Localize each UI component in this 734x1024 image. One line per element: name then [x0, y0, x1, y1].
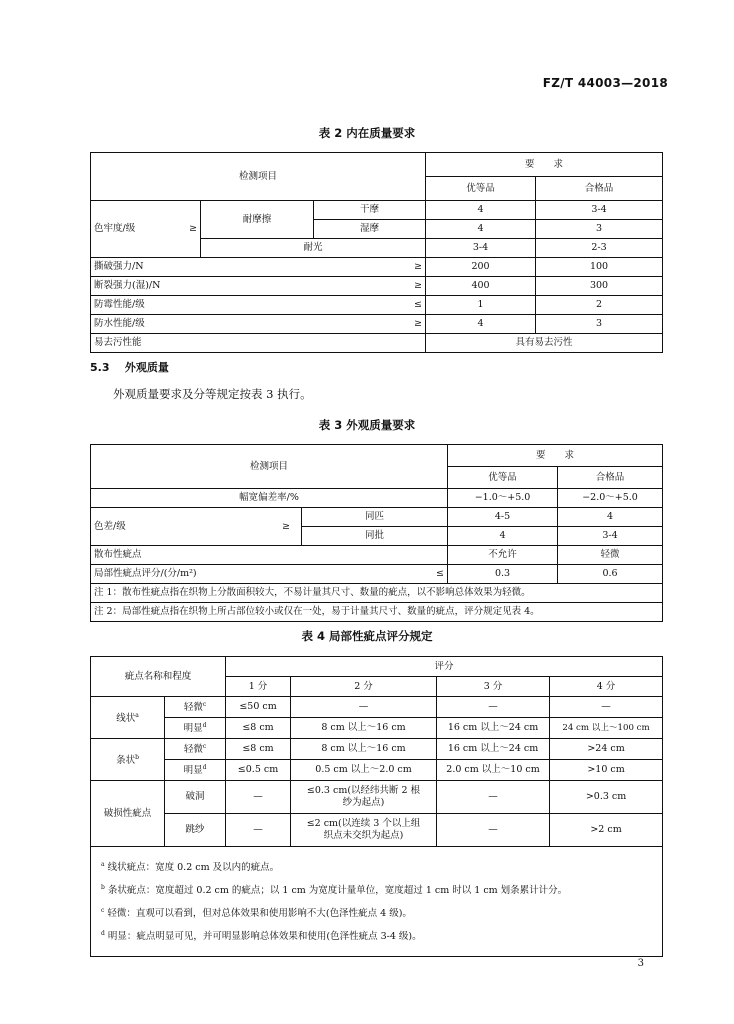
t3-width: 幅宽偏差率/%	[91, 489, 448, 508]
t3-width-excellent: −1.0～+5.0	[448, 489, 558, 508]
t4-skip-3: —	[437, 814, 550, 847]
t3-scattered-qualified: 轻微	[558, 546, 663, 565]
t3-scattered: 散布性疵点	[91, 546, 448, 565]
t4-footnote-b: $^b$ 条状疵点：宽度超过 0.2 cm 的疵点；以 1 cm 为宽度计量单位，宽度超过 1 cm 时以 1 cm 划条累计计分。	[101, 884, 568, 897]
page-number: 3	[637, 958, 644, 969]
t4-line-slight: 轻微$^c$	[165, 697, 226, 718]
t4-col-score: 评分	[226, 657, 663, 677]
t3-scattered-excellent: 不允许	[448, 546, 558, 565]
t2-light-excellent: 3-4	[426, 239, 536, 258]
t3-col-item: 检测项目	[91, 445, 448, 489]
t3-local: 局部性疵点评分/(分/m²) ≤	[91, 565, 448, 584]
t3-width-qualified: −2.0～+5.0	[558, 489, 663, 508]
t4-ls-2: —	[291, 697, 437, 718]
t2-col-qualified: 合格品	[536, 177, 663, 201]
t4-skip-2: ≤2 cm(以连续 3 个以上组织点未交织为起点)	[291, 814, 437, 847]
t4-hole-3: —	[437, 781, 550, 814]
t4-line: 线状$^a$	[91, 697, 165, 739]
t4-lo-4: 24 cm 以上～100 cm	[550, 718, 663, 739]
t4-footnote-a: $^a$ 线状疵点：宽度 0.2 cm 及以内的疵点。	[101, 861, 280, 874]
t2-dry-qualified: 3-4	[536, 201, 663, 220]
t2-light: 耐光	[201, 239, 426, 258]
t2-mildew-excellent: 1	[426, 296, 536, 315]
t2-water-excellent: 4	[426, 315, 536, 334]
t4-skip-4: >2 cm	[550, 814, 663, 847]
t2-col-excellent: 优等品	[426, 177, 536, 201]
t2-water-qualified: 3	[536, 315, 663, 334]
t2-col-req: 要 求	[426, 153, 663, 177]
t4-footnote-d: $^d$ 明显：疵点明显可见，并可明显影响总体效果和使用(色泽性疵点 3-4 级)。	[101, 930, 422, 943]
t2-soil: 易去污性能	[91, 334, 426, 353]
t4-score-4: 4 分	[550, 677, 663, 697]
table3	[90, 444, 663, 622]
table3-caption: 表 3 外观质量要求	[318, 418, 416, 432]
t2-break-excellent: 400	[426, 277, 536, 296]
t4-skip-1: —	[226, 814, 291, 847]
t3-col-excellent: 优等品	[448, 467, 558, 489]
standard-number: FZ/T 44003—2018	[542, 76, 668, 90]
t4-damage: 破损性疵点	[91, 781, 165, 847]
t4-score-2: 2 分	[291, 677, 437, 697]
t3-same-piece-excellent: 4-5	[448, 508, 558, 527]
t4-col-name: 疵点名称和程度	[91, 657, 226, 697]
t2-wet-excellent: 4	[426, 220, 536, 239]
t2-light-qualified: 2-3	[536, 239, 663, 258]
table2-caption: 表 2 内在质量要求	[318, 126, 416, 140]
t4-score-1: 1 分	[226, 677, 291, 697]
table2	[90, 152, 663, 353]
t2-soil-value: 具有易去污性	[426, 334, 663, 353]
section-heading: 5.3 外观质量	[90, 361, 169, 374]
t4-so-4: >10 cm	[550, 760, 663, 781]
t4-line-obvious: 明显$^d$	[165, 718, 226, 739]
t4-lo-1: ≤8 cm	[226, 718, 291, 739]
t2-water: 防水性能/级 ≥	[91, 315, 426, 334]
t2-mildew: 防霉性能/级 ≤	[91, 296, 426, 315]
t4-ss-1: ≤8 cm	[226, 739, 291, 760]
t3-local-excellent: 0.3	[448, 565, 558, 584]
t4-ss-3: 16 cm 以上～24 cm	[437, 739, 550, 760]
t2-break: 断裂强力(湿)/N ≥	[91, 277, 426, 296]
t3-note-2: 注 2：局部性疵点指在织物上所占部位较小或仅在一处，易于计量其尺寸、数量的疵点，评分规定见表 4。	[91, 603, 663, 622]
t4-so-3: 2.0 cm 以上～10 cm	[437, 760, 550, 781]
t2-tear-qualified: 100	[536, 258, 663, 277]
t4-lo-3: 16 cm 以上～24 cm	[437, 718, 550, 739]
t2-col-item: 检测项目	[91, 153, 426, 201]
t4-strip: 条状$^b$	[91, 739, 165, 781]
t2-tear: 撕破强力/N ≥	[91, 258, 426, 277]
t4-so-1: ≤0.5 cm	[226, 760, 291, 781]
t2-tear-excellent: 200	[426, 258, 536, 277]
t3-same-piece-qualified: 4	[558, 508, 663, 527]
t3-col-qualified: 合格品	[558, 467, 663, 489]
t2-dry-excellent: 4	[426, 201, 536, 220]
table4-caption: 表 4 局部性疵点评分规定	[301, 629, 433, 643]
t4-strip-slight: 轻微$^c$	[165, 739, 226, 760]
t4-score-3: 3 分	[437, 677, 550, 697]
t4-ls-4: —	[550, 697, 663, 718]
t4-hole-4: >0.3 cm	[550, 781, 663, 814]
table4	[90, 656, 663, 957]
t3-same-batch: 同批	[302, 527, 448, 546]
t3-col-req: 要 求	[448, 445, 663, 467]
t2-color-fastness: 色牢度/级 ≥	[91, 201, 201, 258]
t4-hole-2: ≤0.3 cm(以经纬共断 2 根纱为起点)	[291, 781, 437, 814]
t2-mildew-qualified: 2	[536, 296, 663, 315]
t4-strip-obvious: 明显$^d$	[165, 760, 226, 781]
t4-so-2: 0.5 cm 以上～2.0 cm	[291, 760, 437, 781]
t4-lo-2: 8 cm 以上～16 cm	[291, 718, 437, 739]
t2-abrasion: 耐摩擦	[201, 201, 314, 239]
t3-local-qualified: 0.6	[558, 565, 663, 584]
t4-footnotes	[91, 847, 663, 957]
section-paragraph: 外观质量要求及分等规定按表 3 执行。	[113, 387, 312, 401]
t2-dry: 干摩	[314, 201, 426, 220]
t3-same-batch-excellent: 4	[448, 527, 558, 546]
t3-same-piece: 同匹	[302, 508, 448, 527]
t4-ss-2: 8 cm 以上～16 cm	[291, 739, 437, 760]
t2-wet: 湿摩	[314, 220, 426, 239]
t2-wet-qualified: 3	[536, 220, 663, 239]
t4-hole: 破洞	[165, 781, 226, 814]
t4-hole-1: —	[226, 781, 291, 814]
t4-ls-1: ≤50 cm	[226, 697, 291, 718]
t3-note-1: 注 1：散布性疵点指在织物上分散面积较大，不易计量其尺寸、数量的疵点，以不影响总体效果为轻微。	[91, 584, 663, 603]
t4-ls-3: —	[437, 697, 550, 718]
t3-color-diff: 色差/级 ≥	[91, 508, 302, 546]
t4-footnote-c: $^c$ 轻微：直观可以看到，但对总体效果和使用影响不大(色泽性疵点 4 级)。	[101, 907, 412, 920]
t4-ss-4: >24 cm	[550, 739, 663, 760]
t2-break-qualified: 300	[536, 277, 663, 296]
t4-skip: 跳纱	[165, 814, 226, 847]
t3-same-batch-qualified: 3-4	[558, 527, 663, 546]
